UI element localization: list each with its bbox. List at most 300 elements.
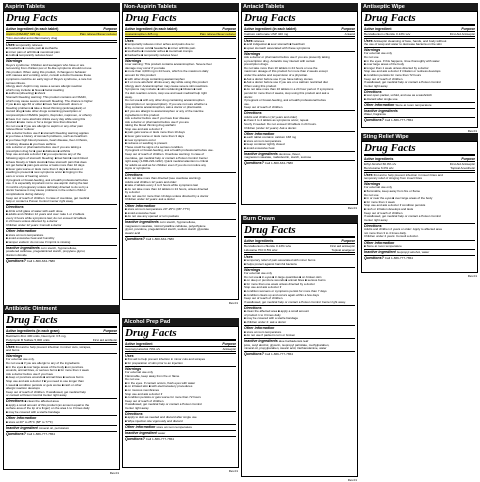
section-line: stearic acid (125, 231, 141, 235)
ingredient-name: *Non-steroidal anti-inflammatory drug (6, 36, 58, 40)
section-line: ■ do not take more than directed (see overdose warning) (125, 176, 201, 180)
ingredient-name: Benzalkonium chloride 0.13% w/w (244, 244, 291, 248)
section-line: Keep out of reach of children. If swallowed, get medical help (6, 390, 86, 394)
section-inline-text: dextrose, flavor, (278, 151, 301, 156)
section-line: Do not use ■ with any other drug containing acetaminophen (125, 99, 205, 103)
section-title: Questions? (244, 352, 264, 357)
active-ingredient-label: Active ingredient (364, 27, 392, 31)
ingredient-name: Bacitracin Zinc 400 units, Neomycin 3.5 mg, (6, 334, 67, 338)
section-line: use. (244, 102, 250, 106)
section-heading (6, 431, 117, 436)
section-line: ■ in or near the eyes ■ over large areas of the body (364, 197, 433, 201)
section-line: ■ store at room temperature (244, 330, 282, 334)
active-ingredient-label: Active ingredient (in each tablet) (125, 27, 178, 31)
section-line: glycol, povidone, pregelatinized starch, sodium starch glycolate (125, 228, 209, 232)
section-title: Uses (125, 38, 134, 43)
section-line: prescription drug for ■ gout ■ diabetes ■ arthritis (6, 149, 71, 153)
active-ingredient-label: Active ingredients (364, 157, 394, 161)
section-line: ■ new symptoms occur (125, 138, 156, 142)
section-line: serious illness. (6, 81, 26, 85)
section-line: a prescription drug. Antacids may interact with certain (244, 59, 316, 63)
section-line: Do not use ■ if you are allergic to any of the ingredients (6, 362, 80, 365)
panel-title: Burn Cream (241, 215, 358, 223)
section-line: or kidney disease ■ you have asthma (6, 142, 56, 146)
section-line: ■ with other drugs containing acetaminophen (125, 77, 185, 81)
section-inline-text: Store at room temperature (395, 102, 432, 107)
section-inline-text: relieves (253, 38, 265, 43)
active-ingredient-row (244, 32, 355, 37)
section-line: ■ each tablet contains: calcium 168 mg (244, 136, 297, 140)
section-line: symptoms could be an early sign of Reye's syndrome, a rare but (6, 77, 92, 81)
section-line: ■ in the eyes. If this happens, rinse thoroughly with water (364, 59, 440, 63)
section-title: Other information (125, 203, 156, 208)
section-line: ■ Ask a doctor before use if you are on a calcium restricted diet (244, 81, 328, 85)
purpose-label: Purpose (341, 239, 355, 243)
section-line: prescription drugs. (244, 63, 269, 67)
section-line: Ask a doctor or pharmacist before use if you are presently taking (244, 56, 330, 59)
section-title: Inactive ingredients (364, 108, 398, 113)
section-line: ■ drink a full glass of water with each dose (6, 209, 63, 213)
section-title: Questions? (364, 255, 384, 260)
section-line: Keep out of reach of children. Overdose warning: In case of (125, 153, 205, 157)
ingredient-purpose: Antacid (344, 32, 355, 36)
section-inline-text: Call 1-866-777-7654 (26, 431, 55, 436)
section-line: ■ pain gets worse or lasts more than 10 days (125, 131, 185, 135)
section-line: or contact a Poison Control Center right away. (6, 394, 68, 398)
drug-facts-heading: Drug Facts (244, 13, 355, 26)
section-line: These could be signs of a serious condition. (125, 145, 184, 149)
drug-facts-heading: Drug Facts (6, 13, 117, 26)
panel-title: Sting Relief Wipe (361, 133, 478, 141)
section-line: If swallowed, get medical help or contact a Poison Control (364, 81, 441, 85)
revision-label: Rev.01 (109, 471, 119, 475)
section-line: ■ for preparation of skin prior to an injection (125, 361, 183, 365)
section-line: ■ adults and children 12 years and over: take 1 or 2 tablets (6, 213, 85, 217)
section-title: Warnings (364, 182, 381, 186)
section-heading (244, 160, 355, 165)
section-title: Other information (364, 102, 395, 107)
drug-facts-heading: Drug Facts (125, 328, 236, 341)
section-line: Ask a doctor before use if you have liver disease (125, 117, 190, 121)
section-line: ■ condition worsens or symptoms persist for more than 7 days (244, 289, 327, 293)
ingredient-name: Isopropyl alcohol 70% v/v (125, 347, 161, 351)
section-line: allergic reaction develops (6, 387, 40, 391)
section-line: Children under 12 years: ask a doctor (125, 198, 176, 202)
section-line: under the advice and supervision of a physician. (244, 73, 309, 77)
panel-title: Antacid Tablets (241, 3, 358, 11)
section-inline-text: ■ clean the affected area (24, 399, 59, 404)
section-line: maximum dosage of this product for more than 2 weeks except (244, 70, 328, 74)
section-line: ■ flammable, keep away from fire or flame (364, 190, 420, 193)
active-ingredient-row (364, 166, 475, 171)
section-inline-text: Antiseptic cleansing of face, hands, and body without (373, 38, 447, 43)
section-line: following signs of stomach bleeding: ■ feel faint ■ vomit blood (6, 157, 88, 161)
section-title: Uses (364, 172, 373, 177)
section-line: If swallowed, get medical help or contact a Poison Control (364, 215, 441, 219)
section-line: surface area of the tip of a finger) on the area 1 to 3 times daily (6, 407, 90, 411)
section-line: ■ toothache ■ muscular aches ■ menstrual cramps (125, 50, 193, 54)
section-line: ■ backache ■ temporarily reduces fever (125, 53, 178, 57)
section-line: Ask a doctor before use if ■ stomach bleeding warning applies (6, 131, 89, 135)
section-line: ■ apply a small amount of this product (an amount equal to the (6, 403, 90, 407)
section-title: Inactive ingredient (125, 431, 157, 436)
active-ingredient-label: Active ingredient (in each tablet) (6, 27, 59, 31)
section-line: ■ upset stomach associated with these symptoms (244, 46, 311, 50)
section-heading (6, 425, 117, 430)
section-line: Reye's syndrome: Children and teenagers who have or are (6, 63, 85, 67)
section-line: Do not use ■ in eyes ■ in large quantities ■ on broken skin (244, 275, 322, 279)
section-line: For external use only (364, 186, 393, 190)
section-title: Directions (364, 223, 382, 228)
section-line: For external use only (125, 371, 154, 374)
section-line: ■ store at 20° to 25°C (68° to 77°F) (6, 420, 53, 424)
section-line: If swallowed, get medical help or contact a Poison Control Center right away. (244, 300, 346, 304)
panel-sting (361, 133, 478, 278)
section-title: Questions? (244, 161, 264, 166)
section-line: ■ over large areas of the body (364, 63, 405, 67)
section-line: ■ first aid to help prevent infection in minor cuts and scrapes (125, 357, 206, 361)
section-line: Ask a doctor or pharmacist before use if you are (125, 120, 189, 124)
section-title: Warnings (244, 267, 261, 272)
section-line: Stop use and ask a doctor if (244, 286, 282, 290)
ingredient-name: Ethyl Alcohol 60.0% v/v (364, 162, 397, 166)
revision-label: Rev.01 (228, 469, 238, 473)
section-line: Keep out of reach of children. In case of overdose, get medical (6, 196, 90, 200)
section-line: product ■ take more or for a longer time than directed (6, 121, 78, 125)
section-line: ■ in the eyes. If contact occurs, flush eyes with water (125, 381, 196, 385)
section-line: Do not use (364, 193, 379, 197)
active-ingredient-row (125, 347, 236, 352)
section-line: Keep out of reach of children. (125, 399, 165, 403)
section-title: Questions? (125, 436, 145, 441)
revision-label: Rev.01 (467, 274, 477, 278)
section-line: Allergy alert: Aspirin may cause a severe allergic reaction (6, 85, 83, 89)
section-line: Children (under 12 years): Ask a doctor. (244, 126, 297, 130)
section-line: For external use only (364, 52, 393, 56)
panel-title: Aspirin Tablets (3, 3, 120, 11)
ingredient-name: Lidocaine HCl 0.5% w/w (244, 248, 278, 252)
section-line: ■ headache ■ muscle pain ■ toothache (6, 46, 58, 50)
section-line: ■ do not take more than 12 tablets in 24 hours, unless directed (125, 187, 209, 191)
section-heading (6, 258, 117, 263)
panel-title: Antibiotic Ointment (3, 305, 120, 313)
ingredient-name: Calcium carbonate USP 420 mg (244, 32, 289, 36)
section-line: ■ do not take more than 10 tablets in a 24 hour period. If symptoms (244, 88, 334, 92)
section-line: ■ rash or irritation develops and lasts (364, 207, 414, 211)
section-line: complications during delivery. (6, 192, 46, 196)
section-line: ■ apply to skin as needed and discard after single use (125, 416, 197, 420)
purpose-label: Purpose (222, 27, 236, 31)
section-line: nonprescription NSAIDs (aspirin, ibuprofen, naproxen, or others) (6, 113, 92, 117)
section-heading (125, 236, 236, 241)
section-line: ■ have bloody or black stools ■ have stomach pain that does (6, 160, 87, 164)
section-line: ■ temporary relief of pain associated with minor burns (244, 258, 316, 262)
section-line: If pregnant or breast-feeding, ask a health professional before (6, 178, 89, 182)
section-line: by a doctor (125, 191, 140, 195)
section-line: ■ Ask a doctor before use if you have kidney stones (244, 77, 313, 81)
section-line: ■ redness or swelling is present (125, 142, 168, 146)
section-line: ■ do not use any opened or torn packets (125, 215, 179, 219)
section-line: ■ avoid excessive heat and humidity (6, 237, 55, 241)
section-line: ■ may be covered with a sterile bandage (244, 317, 299, 321)
purpose-label: Purpose (461, 27, 475, 31)
revision-label: Rev.01 (228, 301, 238, 305)
section-line: amount for this product (125, 73, 156, 77)
ingredient-name: Benzalkonium chloride 0.13% w/v (364, 32, 411, 36)
section-inline-text: first aid to help prevent infection in insect bites and (373, 172, 443, 177)
section-line: ■ tamper evident: do not use if imprint is missing (6, 240, 71, 244)
drug-facts-box (122, 326, 239, 468)
section-line: ■ Store at room temperature (364, 244, 402, 248)
panel-nonaspirin (122, 3, 239, 305)
section-title: Uses (244, 38, 253, 43)
section-line: in 24 hours unless directed by a doctor (6, 220, 58, 224)
section-title: Questions? (364, 118, 384, 123)
section-line: Adults and children (12 years and older) (244, 115, 298, 119)
section-line: help or contact a Poison Control Center right away. (6, 200, 74, 204)
section-title: Inactive ingredients (6, 245, 40, 250)
section-line: ■ children under 2: ask a doctor (244, 321, 287, 325)
section-line: swelling is present ■ new symptoms occur ■ ringing in the (6, 171, 83, 175)
section-line: ■ fever gets worse or lasts more than 3 days (125, 135, 185, 139)
section-heading (364, 102, 475, 107)
section-heading (125, 424, 236, 429)
section-line: ■ avoid excessive heat (125, 211, 156, 215)
section-line: Center right away. (364, 84, 389, 88)
panel-title: Antiseptic Wipe (361, 3, 478, 11)
section-line: ■ if you are allergic to acetaminophen or any of the inactive (125, 109, 204, 113)
section-title: Other information (6, 416, 37, 421)
section-line: Keep out of reach of children. (364, 77, 404, 81)
section-line: If a skin reaction occurs, stop use and seek medical help right (125, 91, 207, 95)
ingredient-purpose: First aid antibiotic (92, 338, 117, 342)
active-ingredient-label: Active ingredients (244, 239, 274, 243)
section-line: ■ store at room temperature (6, 233, 44, 237)
section-title: Uses (6, 42, 15, 47)
section-line: 1 week ■ condition persists or gets worse ■ rash or other (6, 383, 82, 387)
section-title: Directions (6, 205, 24, 210)
section-line: signs or symptoms. (125, 167, 151, 171)
section-line: mineral oil, propylparaben, stearic acid, triethanolamine, water (244, 347, 327, 351)
section-inline-text: Call 1-866-777-7654 (264, 352, 293, 357)
revision-label: Rev.01 (347, 206, 357, 210)
section-line: ■ longer than 1 week unless directed by a doctor (364, 66, 429, 70)
section-inline-text: first aid to help prevent infection in minor cuts, scrapes, (15, 344, 92, 349)
section-line: every 4 hours while symptoms last; do not exceed 12 tablets (6, 216, 87, 220)
section-title: Other information (6, 229, 37, 234)
section-line: which may cause severe stomach bleeding. The chance is higher (6, 99, 93, 103)
section-inline-text: corn starch, hypromellose, (159, 220, 197, 225)
section-line: Center right away. (364, 218, 389, 222)
ingredient-name: Aspirin (NSAID)* 325 mg (6, 32, 41, 36)
section-line: ■ avoid excessive heat (244, 146, 275, 150)
section-line: persist for more than 2 weeks, stop using this product and ask a (244, 91, 329, 95)
section-inline-text: Call 1-866-777-7654 (145, 436, 174, 441)
section-line: Center right away. (125, 406, 150, 410)
section-title: Directions (125, 412, 143, 417)
section-inline-text: aloe barbadensis leaf (278, 339, 309, 344)
section-line: Stop use and ask a doctor if irritation or redness develops (364, 70, 441, 74)
section-line: if you ■ are age 60 or older ■ have had stomach ulcers or (6, 103, 83, 107)
section-line: ■ do not use for more than 10 days unless directed by a doctor (125, 194, 209, 198)
section-inline-text: store at room temperature (156, 425, 193, 430)
section-title: Uses (125, 353, 134, 358)
section-line: For external use only (244, 272, 273, 275)
ingredient-purpose: Antiseptic (222, 347, 236, 351)
section-line: recovering from chicken pox or flu-like symptoms should not use (6, 67, 92, 71)
section-line: Ask a doctor before use if you have (6, 372, 54, 376)
section-line: bleeding problems ■ take a blood thinning (anticoagulant) or (6, 106, 86, 110)
section-inline-text: temporarily relieves (15, 42, 43, 47)
section-line: Liver warning: This product contains acetaminophen. Severe liver (125, 63, 212, 67)
section-line: When using this product (244, 84, 277, 88)
section-line: Stop use and ask a doctor if (125, 127, 163, 131)
section-line: ■ have 3 or more alcoholic drinks every day while using this (6, 117, 86, 121)
panel-burn (241, 215, 358, 482)
drug-facts-box (241, 11, 358, 205)
section-line: (prescription or nonprescription). If you are not sure whether a (125, 102, 208, 106)
section-line: ■ take 2 tablets every 4 to 6 hours while symptoms last (125, 184, 199, 188)
section-line: ■ tear open packet, unfold, and use as a washcloth (364, 94, 432, 98)
section-title: Questions? (125, 236, 145, 241)
section-inline-text: Call 1-800-634-7680 (264, 161, 293, 166)
section-line: ■ chew 2 to 4 tablets as symptoms occur, repeat (244, 119, 309, 123)
section-title: Questions? (6, 431, 26, 436)
section-line: Adults and children 2 years or older: Apply to affected area (364, 228, 442, 232)
section-line: not get better ■ pain gets worse or lasts more than 10 days (6, 164, 85, 168)
section-title: Questions? (6, 258, 26, 263)
section-line: Do not use (364, 56, 379, 59)
section-title: Directions (244, 111, 262, 116)
section-line: Symptoms may include: ■ skin reddening ■ blisters ■ rash (125, 88, 203, 92)
section-line: ■ for more than one week unless directed by a doctor (244, 282, 315, 286)
section-title: Directions (6, 399, 24, 404)
ingredient-purpose: Pain reliever/fever reducer (199, 32, 236, 36)
section-title: Other information (244, 326, 275, 331)
section-line: right away (1-800-222-1222). Quick medical attention is critical (125, 160, 209, 164)
active-ingredient-row (6, 36, 117, 41)
ingredient-purpose: Pain reliever/Fever reducer (79, 32, 117, 36)
ingredient-purpose: First Aid Antiseptic (449, 32, 475, 36)
section-line: this product. When using this product, if changes in behavior (6, 70, 87, 74)
active-ingredient-label: Active ingredient (in each tablet) (244, 27, 297, 31)
section-inline-text: corn starch, hypromellose, (40, 245, 78, 250)
section-title: Inactive ingredient (364, 250, 396, 255)
section-heading (364, 255, 475, 260)
section-line: taking the blood thinning drug warfarin (125, 124, 176, 128)
active-ingredient-row (364, 32, 475, 37)
section-title: Other information (364, 240, 395, 245)
section-line: Stop use and ask a doctor if ■ you need to use longer than (6, 379, 84, 383)
section-line: ■ Wipe injection site vigorously and discard (125, 420, 183, 424)
section-title: Inactive ingredients (244, 339, 278, 344)
section-line: ■ may be covered with a sterile bandage (6, 411, 61, 415)
revision-label: Rev.01 (467, 129, 477, 133)
section-heading (364, 249, 475, 254)
section-line: ■ on irritated skin ■ with electrocautery procedures (125, 385, 193, 389)
section-line: Stop use and ask a doctor if condition persists (364, 204, 426, 208)
drug-facts-heading: Drug Facts (244, 225, 355, 238)
section-line: ■ fever gets worse or lasts more than 3 days ■ redness or (6, 167, 83, 171)
section-line: juice, cetyl alcohol, glycerin, isopropyl palmitate, methylparaben, (244, 343, 330, 347)
section-line: ears or a loss of hearing occurs (6, 175, 48, 178)
section-heading (125, 436, 236, 441)
section-inline-text: Call 1-866-777-7654 (384, 255, 413, 260)
section-line: Stop use and ask a doctor if ■ you experience any of the (6, 153, 82, 157)
section-line: If pregnant or breast-feeding, ask a health professional before use. (125, 149, 214, 153)
section-line: Allergy alert: Acetaminophen may cause severe skin reactions. (125, 84, 209, 88)
section-line: ■ condition persists for more than 72 hours (364, 73, 422, 77)
drug-facts-box (361, 11, 478, 128)
section-line: ■ clean the affected area ■ apply a small amount (244, 310, 309, 314)
active-ingredient-row (125, 32, 236, 37)
section-line: For external use only. (6, 358, 35, 362)
section-line: magnesium stearate, maltodextrin, starch, sucrose (244, 156, 312, 160)
section-line: ■ you have high blood pressure, heart disease, liver cirrhosis, (6, 139, 88, 143)
section-line: ■ helps protect against harmful bacteria (244, 262, 297, 266)
section-line: reliever/fever reducer (6, 128, 35, 132)
drug-facts-heading: Drug Facts (125, 13, 236, 26)
section-line: ingredients in this product (125, 113, 160, 117)
section-line: wounds, animal bites, or serious burns ■ for more than 1 week (6, 369, 89, 373)
section-line: Keep out of reach of children. (244, 297, 284, 301)
section-line: Do not use ■ if you are allergic to aspirin or any other pain (6, 124, 84, 128)
panel-antacid (241, 3, 358, 210)
section-line: Water, fragrance (364, 113, 387, 117)
section-line: Keep out of reach of children. (244, 106, 284, 110)
section-inline-text: Call 1-800-634-7680 (145, 236, 174, 241)
section-line: ■ store at room temperature (244, 139, 282, 143)
purpose-label: Purpose (341, 27, 355, 31)
section-title: Warnings (125, 58, 142, 63)
section-line: ■ keep container tightly closed (244, 143, 285, 147)
section-title: Warnings (6, 354, 23, 358)
section-line: ■ you have a history of stomach problems, such as heartburn (6, 135, 88, 139)
panel-antibiotic (3, 305, 120, 475)
active-ingredient-row (244, 248, 355, 253)
section-line: which may include: ■ hives ■ facial swelling (6, 88, 64, 92)
section-line: temporary relief of stinging from insect bites (364, 176, 423, 180)
section-line: away. (125, 95, 133, 99)
section-line: Children under 12 years: Consult a doctor (6, 224, 62, 228)
purpose-label: Purpose (461, 157, 475, 161)
section-line: ■ colds ■ temporarily reduces fever (6, 54, 53, 58)
drug-facts-heading: Drug Facts (6, 315, 117, 328)
section-line: for adults as well as for children even if you do not notice any (125, 163, 207, 167)
section-title: Inactive ingredients (125, 220, 159, 225)
section-line: with nausea and vomiting occur, consult a doctor because these (6, 74, 92, 78)
section-line: ■ in the eyes ■ over large areas of the body ■ on puncture (6, 365, 84, 369)
section-inline-text: Isopropyl alcohol, water (396, 250, 430, 255)
purpose-label: Purpose (222, 342, 236, 346)
section-line: ■ store at room temperature 20°-25°C (68°-77°F) (125, 207, 191, 211)
section-line: ■ deep or puncture wounds ■ animal bites ■ serious burns (6, 376, 84, 380)
section-line: Ask a doctor or pharmacist before use if you are taking a (6, 146, 82, 150)
section-title: Uses (244, 254, 253, 259)
section-line: If pregnant or breast-feeding, ask a health professional before (244, 99, 327, 103)
section-line: overdose, get medical help or contact a Poison Control Center (125, 156, 208, 160)
section-title: Inactive ingredients (244, 151, 278, 156)
section-title: Uses (364, 38, 373, 43)
section-line: ■ asthma (wheezing) ■ shock (6, 92, 46, 96)
ingredient-name: Acetaminophen 325 mg (125, 32, 158, 36)
active-ingredient-label: Active ingredients (in each gram) (6, 329, 60, 333)
section-line: doctor because it may cause problems in the unborn child or (6, 189, 87, 193)
section-line: steroid drug ■ take other drugs containing prescription or (6, 110, 82, 114)
section-title: Other information (125, 425, 156, 430)
section-inline-text: Call 1-800-634-7680 (26, 258, 55, 263)
drug-facts-heading: Drug Facts (364, 13, 475, 26)
